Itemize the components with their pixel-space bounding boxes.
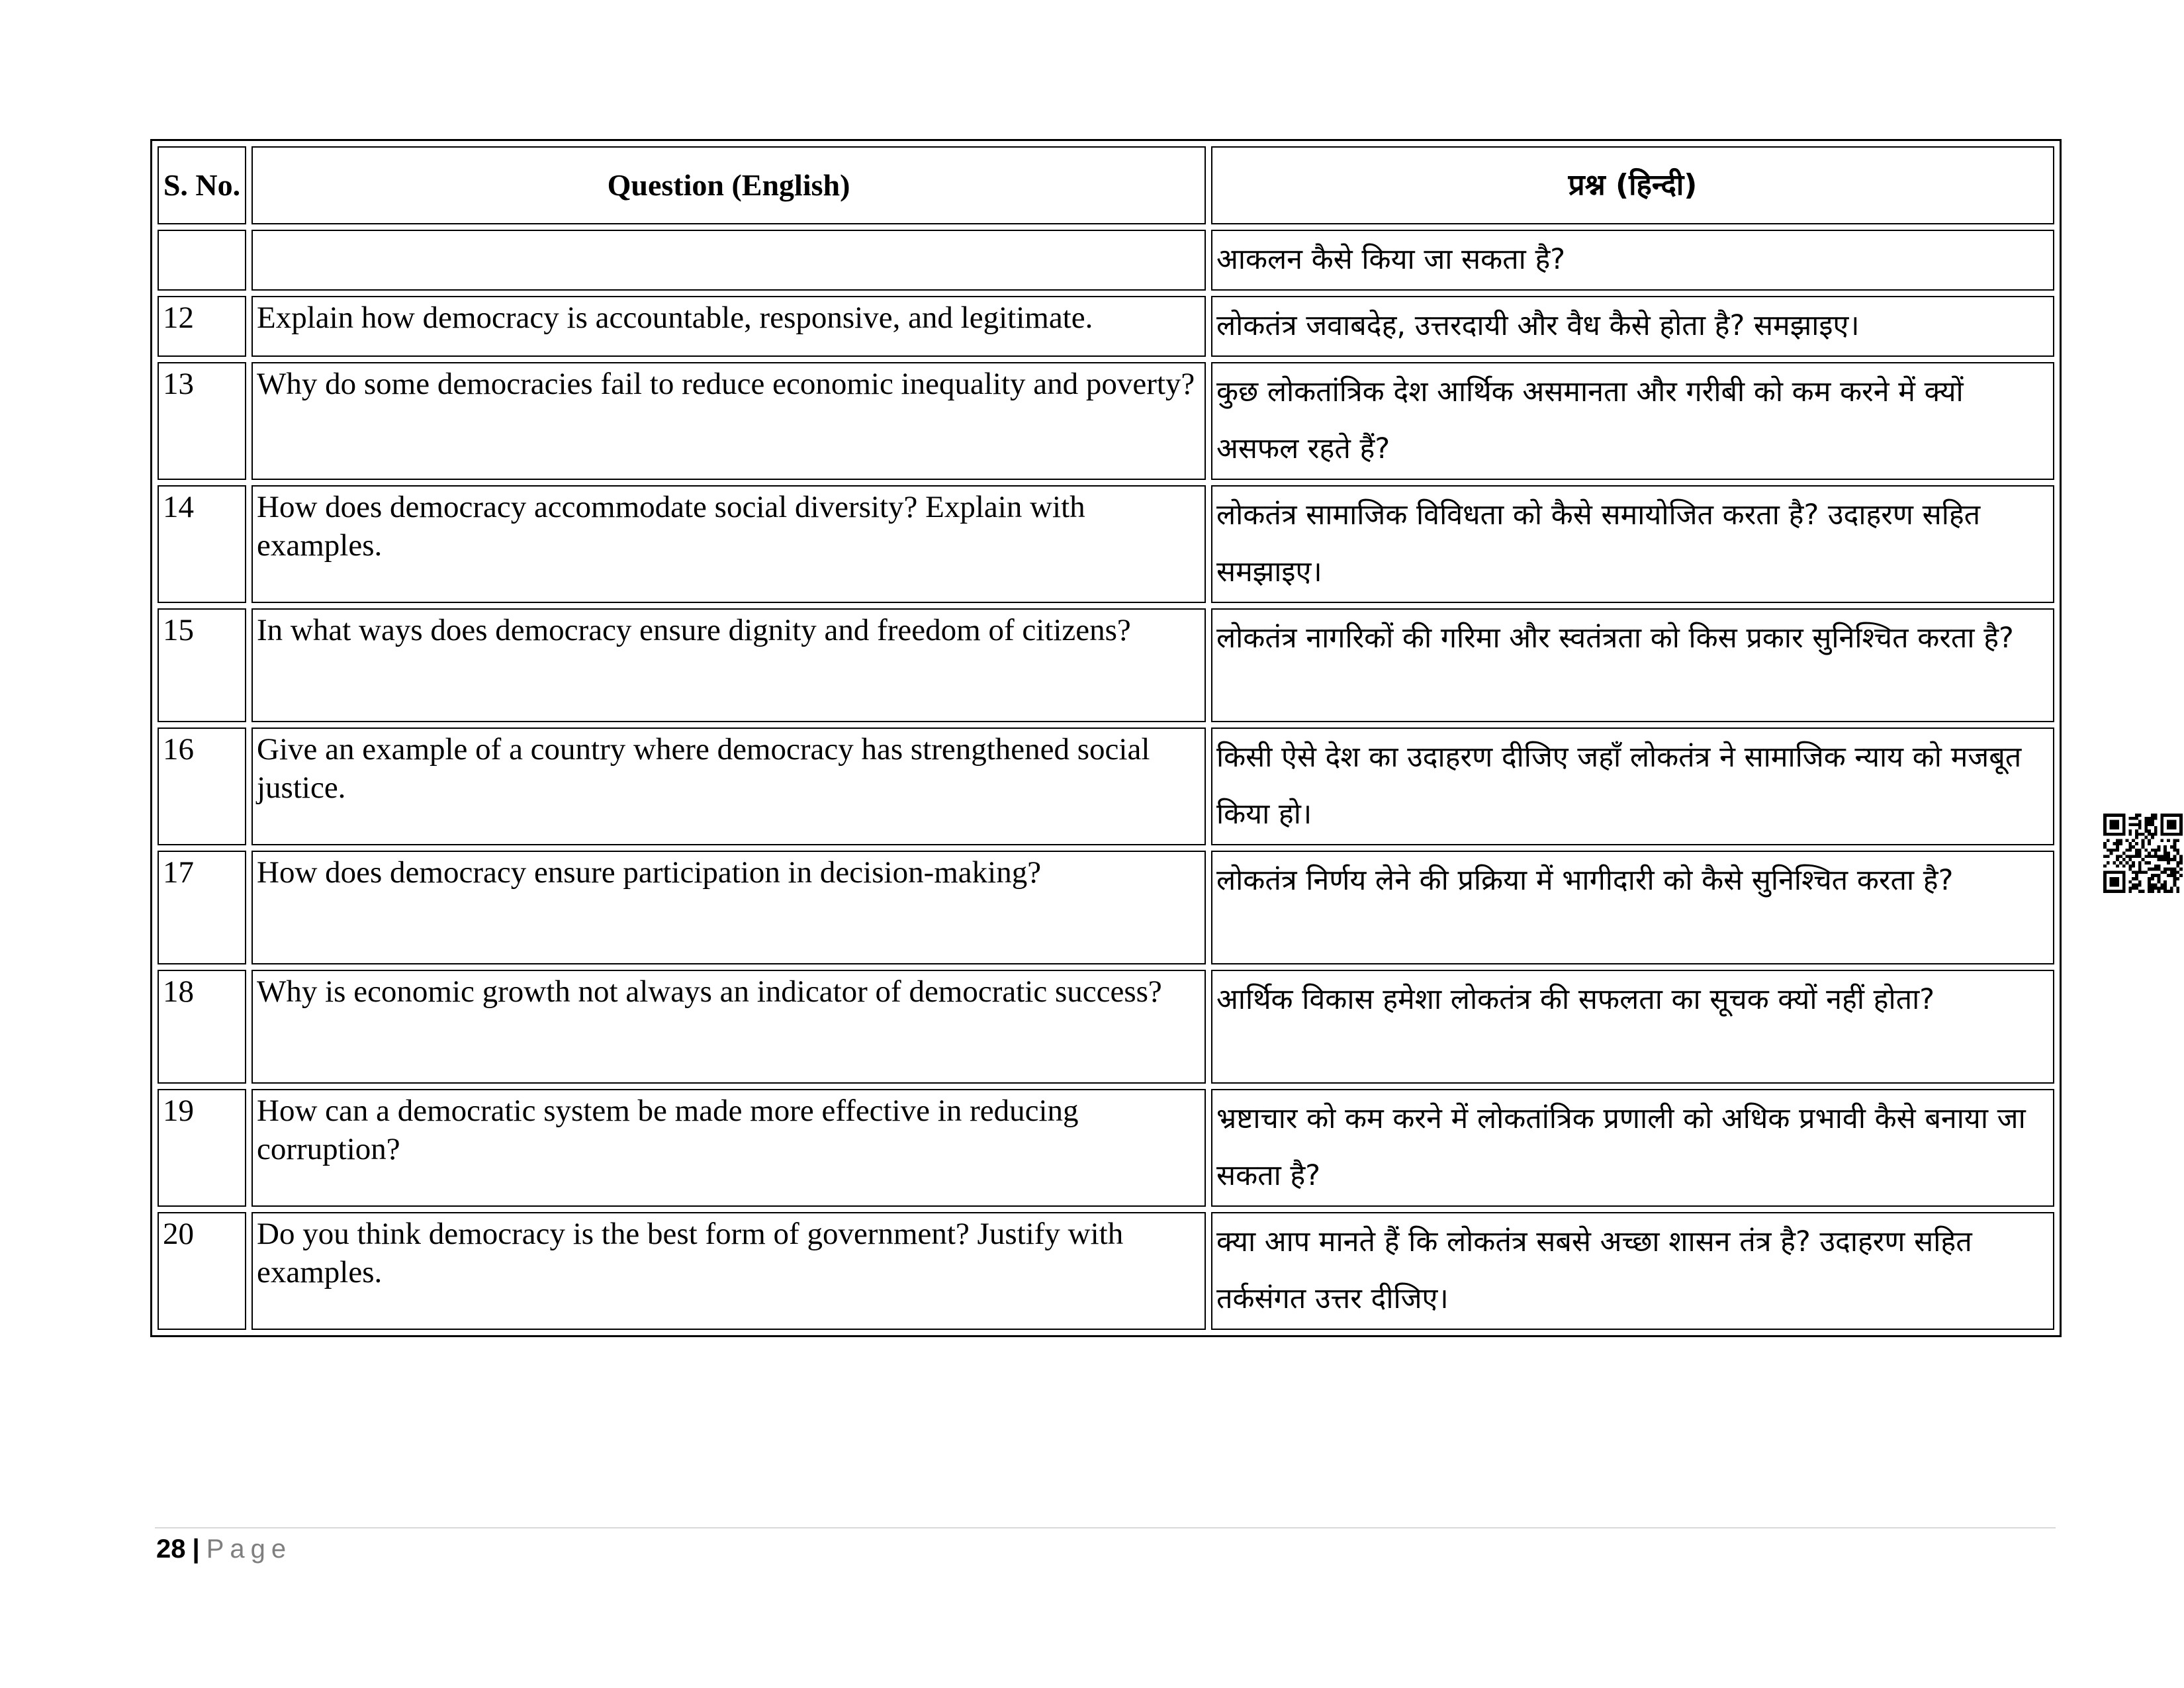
cell-sno: 14 xyxy=(158,485,246,603)
table-row xyxy=(158,851,2054,964)
cell-sno: 17 xyxy=(158,851,246,964)
cell-hindi: कुछ लोकतांत्रिक देश आर्थिक असमानता और गरीबी को कम करने में क्यों असफल रहते हैं? xyxy=(1211,362,2054,480)
cell-sno: 12 xyxy=(158,296,246,357)
header-hindi: प्रश्न (हिन्दी) xyxy=(1211,146,2054,224)
footer-divider xyxy=(155,1527,2056,1528)
cell-sno: 18 xyxy=(158,970,246,1084)
cell-english: Explain how democracy is accountable, responsive, and legitimate. xyxy=(251,296,1206,357)
cell-hindi: किसी ऐसे देश का उदाहरण दीजिए जहाँ लोकतंत्र ने सामाजिक न्याय को मजबूत किया हो। xyxy=(1211,727,2054,845)
cell-sno xyxy=(158,230,246,291)
cell-hindi: आर्थिक विकास हमेशा लोकतंत्र की सफलता का सूचक क्यों नहीं होता? xyxy=(1211,970,2054,1084)
cell-hindi: लोकतंत्र निर्णय लेने की प्रक्रिया में भागीदारी को कैसे सुनिश्चित करता है? xyxy=(1211,851,2054,964)
page-footer xyxy=(156,1534,292,1564)
table-row xyxy=(158,1089,2054,1207)
cell-hindi: भ्रष्टाचार को कम करने में लोकतांत्रिक प्रणाली को अधिक प्रभावी कैसे बनाया जा सकता है? xyxy=(1211,1089,2054,1207)
cell-english: In what ways does democracy ensure dignity and freedom of citizens? xyxy=(251,608,1206,722)
cell-sno: 20 xyxy=(158,1212,246,1330)
table-row xyxy=(158,296,2054,357)
table-row xyxy=(158,970,2054,1084)
table-row xyxy=(158,485,2054,603)
cell-english: Why is economic growth not always an indicator of democratic success? xyxy=(251,970,1206,1084)
table-header-row xyxy=(158,146,2054,224)
cell-english xyxy=(251,230,1206,291)
cell-english: How does democracy ensure participation in decision-making? xyxy=(251,851,1206,964)
cell-hindi: आकलन कैसे किया जा सकता है? xyxy=(1211,230,2054,291)
footer-separator: | xyxy=(192,1534,200,1564)
cell-english: How does democracy accommodate social diversity? Explain with examples. xyxy=(251,485,1206,603)
page-number: 28 xyxy=(156,1534,186,1564)
table-row xyxy=(158,230,2054,291)
page-label: Page xyxy=(206,1534,293,1564)
qr-code xyxy=(2103,814,2183,893)
cell-hindi: लोकतंत्र नागरिकों की गरिमा और स्वतंत्रता को किस प्रकार सुनिश्चित करता है? xyxy=(1211,608,2054,722)
header-sno: S. No. xyxy=(158,146,246,224)
cell-sno: 15 xyxy=(158,608,246,722)
table-row xyxy=(158,608,2054,722)
cell-sno: 16 xyxy=(158,727,246,845)
cell-hindi: क्या आप मानते हैं कि लोकतंत्र सबसे अच्छा शासन तंत्र है? उदाहरण सहित तर्कसंगत उत्तर दीजिए। xyxy=(1211,1212,2054,1330)
cell-english: Do you think democracy is the best form of government? Justify with examples. xyxy=(251,1212,1206,1330)
cell-english: Give an example of a country where democracy has strengthened social justice. xyxy=(251,727,1206,845)
cell-hindi: लोकतंत्र जवाबदेह, उत्तरदायी और वैध कैसे होता है? समझाइए। xyxy=(1211,296,2054,357)
cell-hindi: लोकतंत्र सामाजिक विविधता को कैसे समायोजित करता है? उदाहरण सहित समझाइए। xyxy=(1211,485,2054,603)
table-row xyxy=(158,1212,2054,1330)
cell-english: How can a democratic system be made more effective in reducing corruption? xyxy=(251,1089,1206,1207)
questions-table xyxy=(150,139,2062,1337)
table-row xyxy=(158,727,2054,845)
cell-english: Why do some democracies fail to reduce economic inequality and poverty? xyxy=(251,362,1206,480)
cell-sno: 13 xyxy=(158,362,246,480)
cell-sno: 19 xyxy=(158,1089,246,1207)
table-row xyxy=(158,362,2054,480)
header-english: Question (English) xyxy=(251,146,1206,224)
